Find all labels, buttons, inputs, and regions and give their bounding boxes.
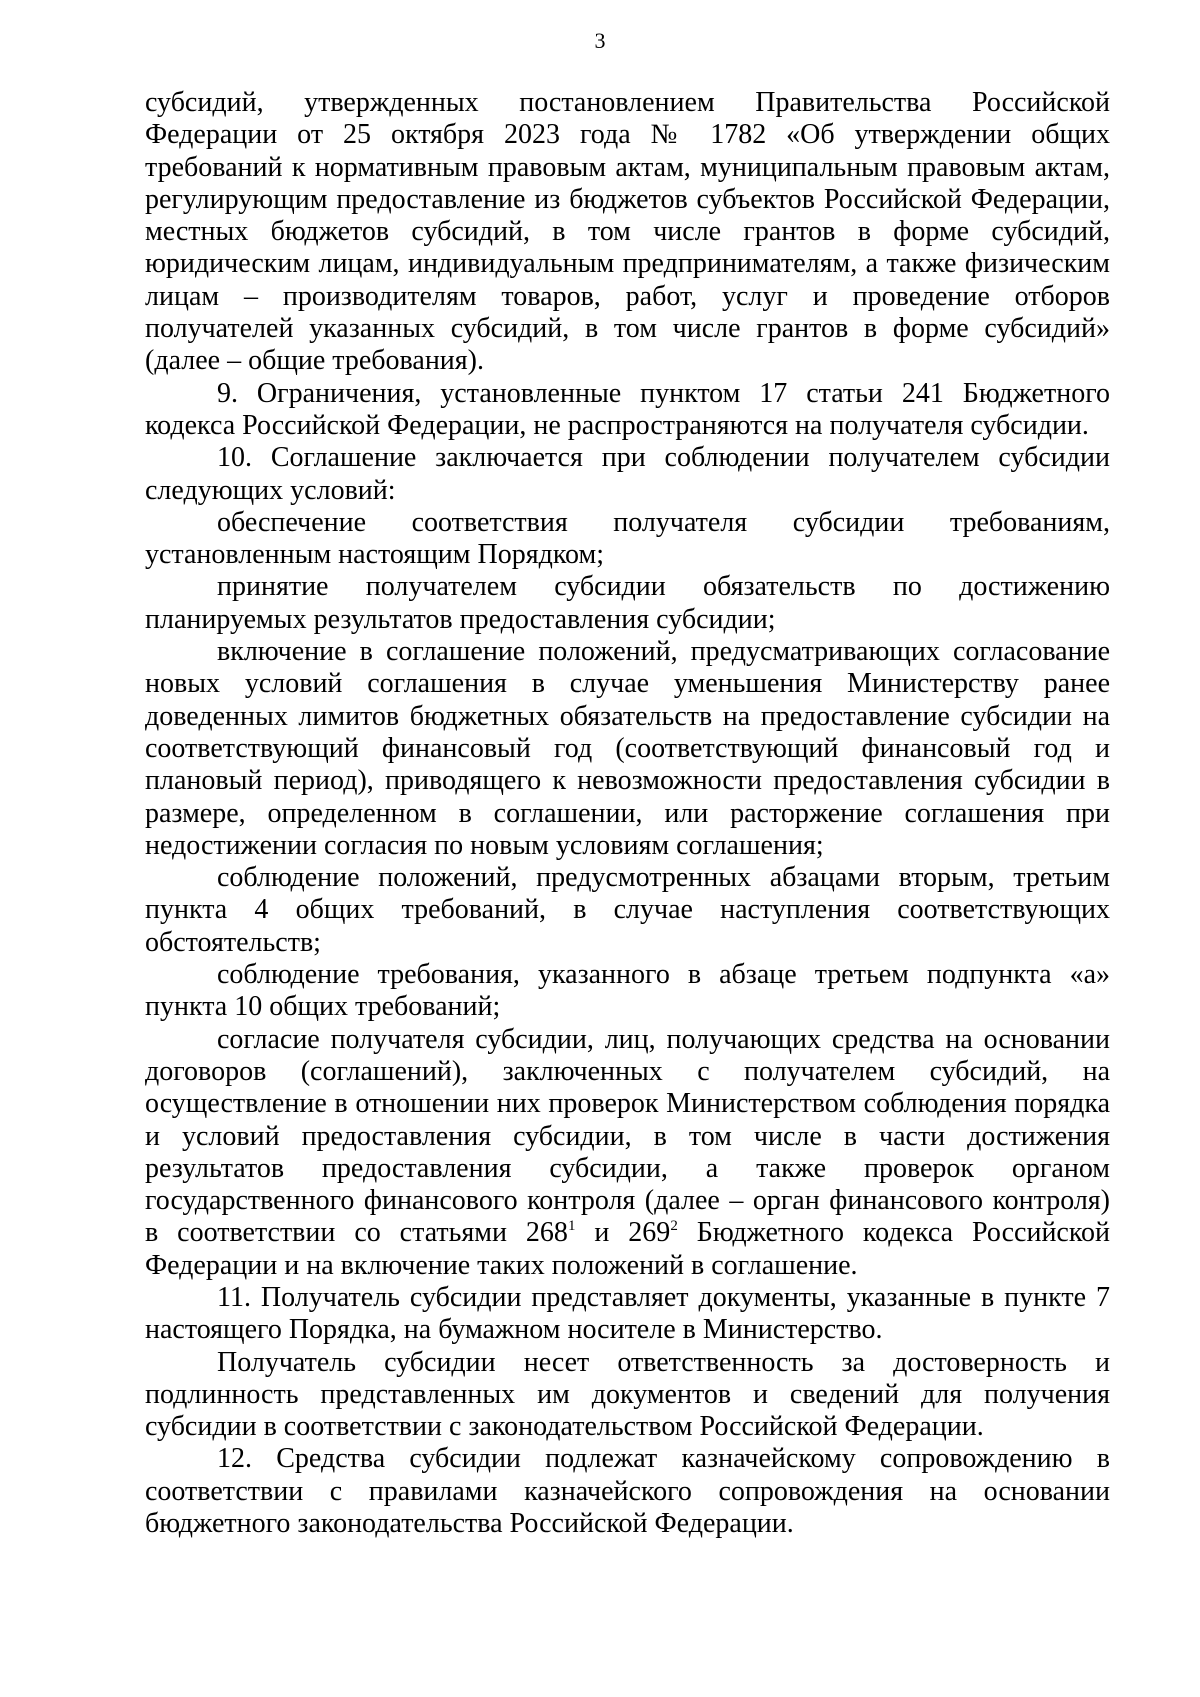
condition-compliance: обеспечение соответствия получателя субсидии требованиям, установленным настоящим Порядком;: [145, 506, 1110, 571]
paragraph-continuation: субсидий, утвержденных постановлением Правительства Российской Федерации от 25 октября 2023 года № 1782 «Об утверждении общих требований к нормативным правовым актам, муниципальным правовым актам, регулирующим предоставление из бюджетов субъектов Российской Федерации, местных бюджетов субсидий, в том числе грантов в форме субсидий, юридическим лицам, индивидуальным предпринимателям, а также физическим лицам – производителям товаров, работ, услуг и проведение отборов получателей указанных субсидий, в том числе грантов в форме субсидий» (далее – общие требования).: [145, 87, 1110, 377]
paragraph-item-9: 9. Ограничения, установленные пунктом 17 статьи 241 Бюджетного кодекса Российской Федерации, не распространяются на получателя субсидии.: [145, 377, 1110, 441]
condition-consent: [145, 1024, 1110, 1282]
condition-obligations: принятие получателем субсидии обязательств по достижению планируемых результатов предоставления субсидии;: [145, 571, 1110, 635]
consent-text-start: согласие получателя субсидии, лиц, получающих средства на основании договоров (соглашений), заключенных с получателем субсидий, на осуществление в отношении них проверок Министерством соблюдения порядка и условий предоставления субсидии, в том числе в части достижения результатов предоставления субсидии, а также проверок органом государственного финансового контроля (далее – орган финансового контроля) в соответствии со статьями 268: [145, 1023, 1110, 1249]
document-body: [145, 87, 1110, 1540]
condition-agreement-terms: включение в соглашение положений, предусматривающих согласование новых условий соглашения в случае уменьшения Министерству ранее доведенных лимитов бюджетных обязательств на предоставление субсидии на соответствующий финансовый год (соответствующий финансовый год и плановый период), приводящего к невозможности предоставления субсидии в размере, определенном в соглашении, или расторжение соглашения при недостижении согласия по новым условиям соглашения;: [145, 636, 1110, 861]
paragraph-item-12: 12. Средства субсидии подлежат казначейскому сопровождению в соответствии с правилами казначейского сопровождения на основании бюджетного законодательства Российской Федерации.: [145, 1443, 1110, 1540]
condition-requirement: соблюдение требования, указанного в абзаце третьем подпункта «а» пункта 10 общих требований;: [145, 959, 1110, 1023]
superscript-1: 1: [567, 1218, 576, 1235]
consent-text-middle: и 269: [575, 1217, 671, 1249]
superscript-2: 2: [670, 1218, 678, 1235]
paragraph-item-10: 10. Соглашение заключается при соблюдении получателем субсидии следующих условий:: [145, 442, 1110, 506]
paragraph-item-11: 11. Получатель субсидии представляет документы, указанные в пункте 7 настоящего Порядка, на бумажном носителе в Министерство.: [145, 1281, 1110, 1346]
condition-provisions: соблюдение положений, предусмотренных абзацами вторым, третьим пункта 4 общих требований, в случае наступления соответствующих обстоятельств;: [145, 862, 1110, 958]
page-number: 3: [594, 28, 606, 53]
paragraph-responsibility: Получатель субсидии несет ответственность за достоверность и подлинность представленных им документов и сведений для получения субсидии в соответствии с законодательством Российской Федерации.: [145, 1346, 1110, 1443]
consent-text-end: Бюджетного кодекса Российской Федерации и на включение таких положений в соглашение.: [145, 1217, 1111, 1281]
